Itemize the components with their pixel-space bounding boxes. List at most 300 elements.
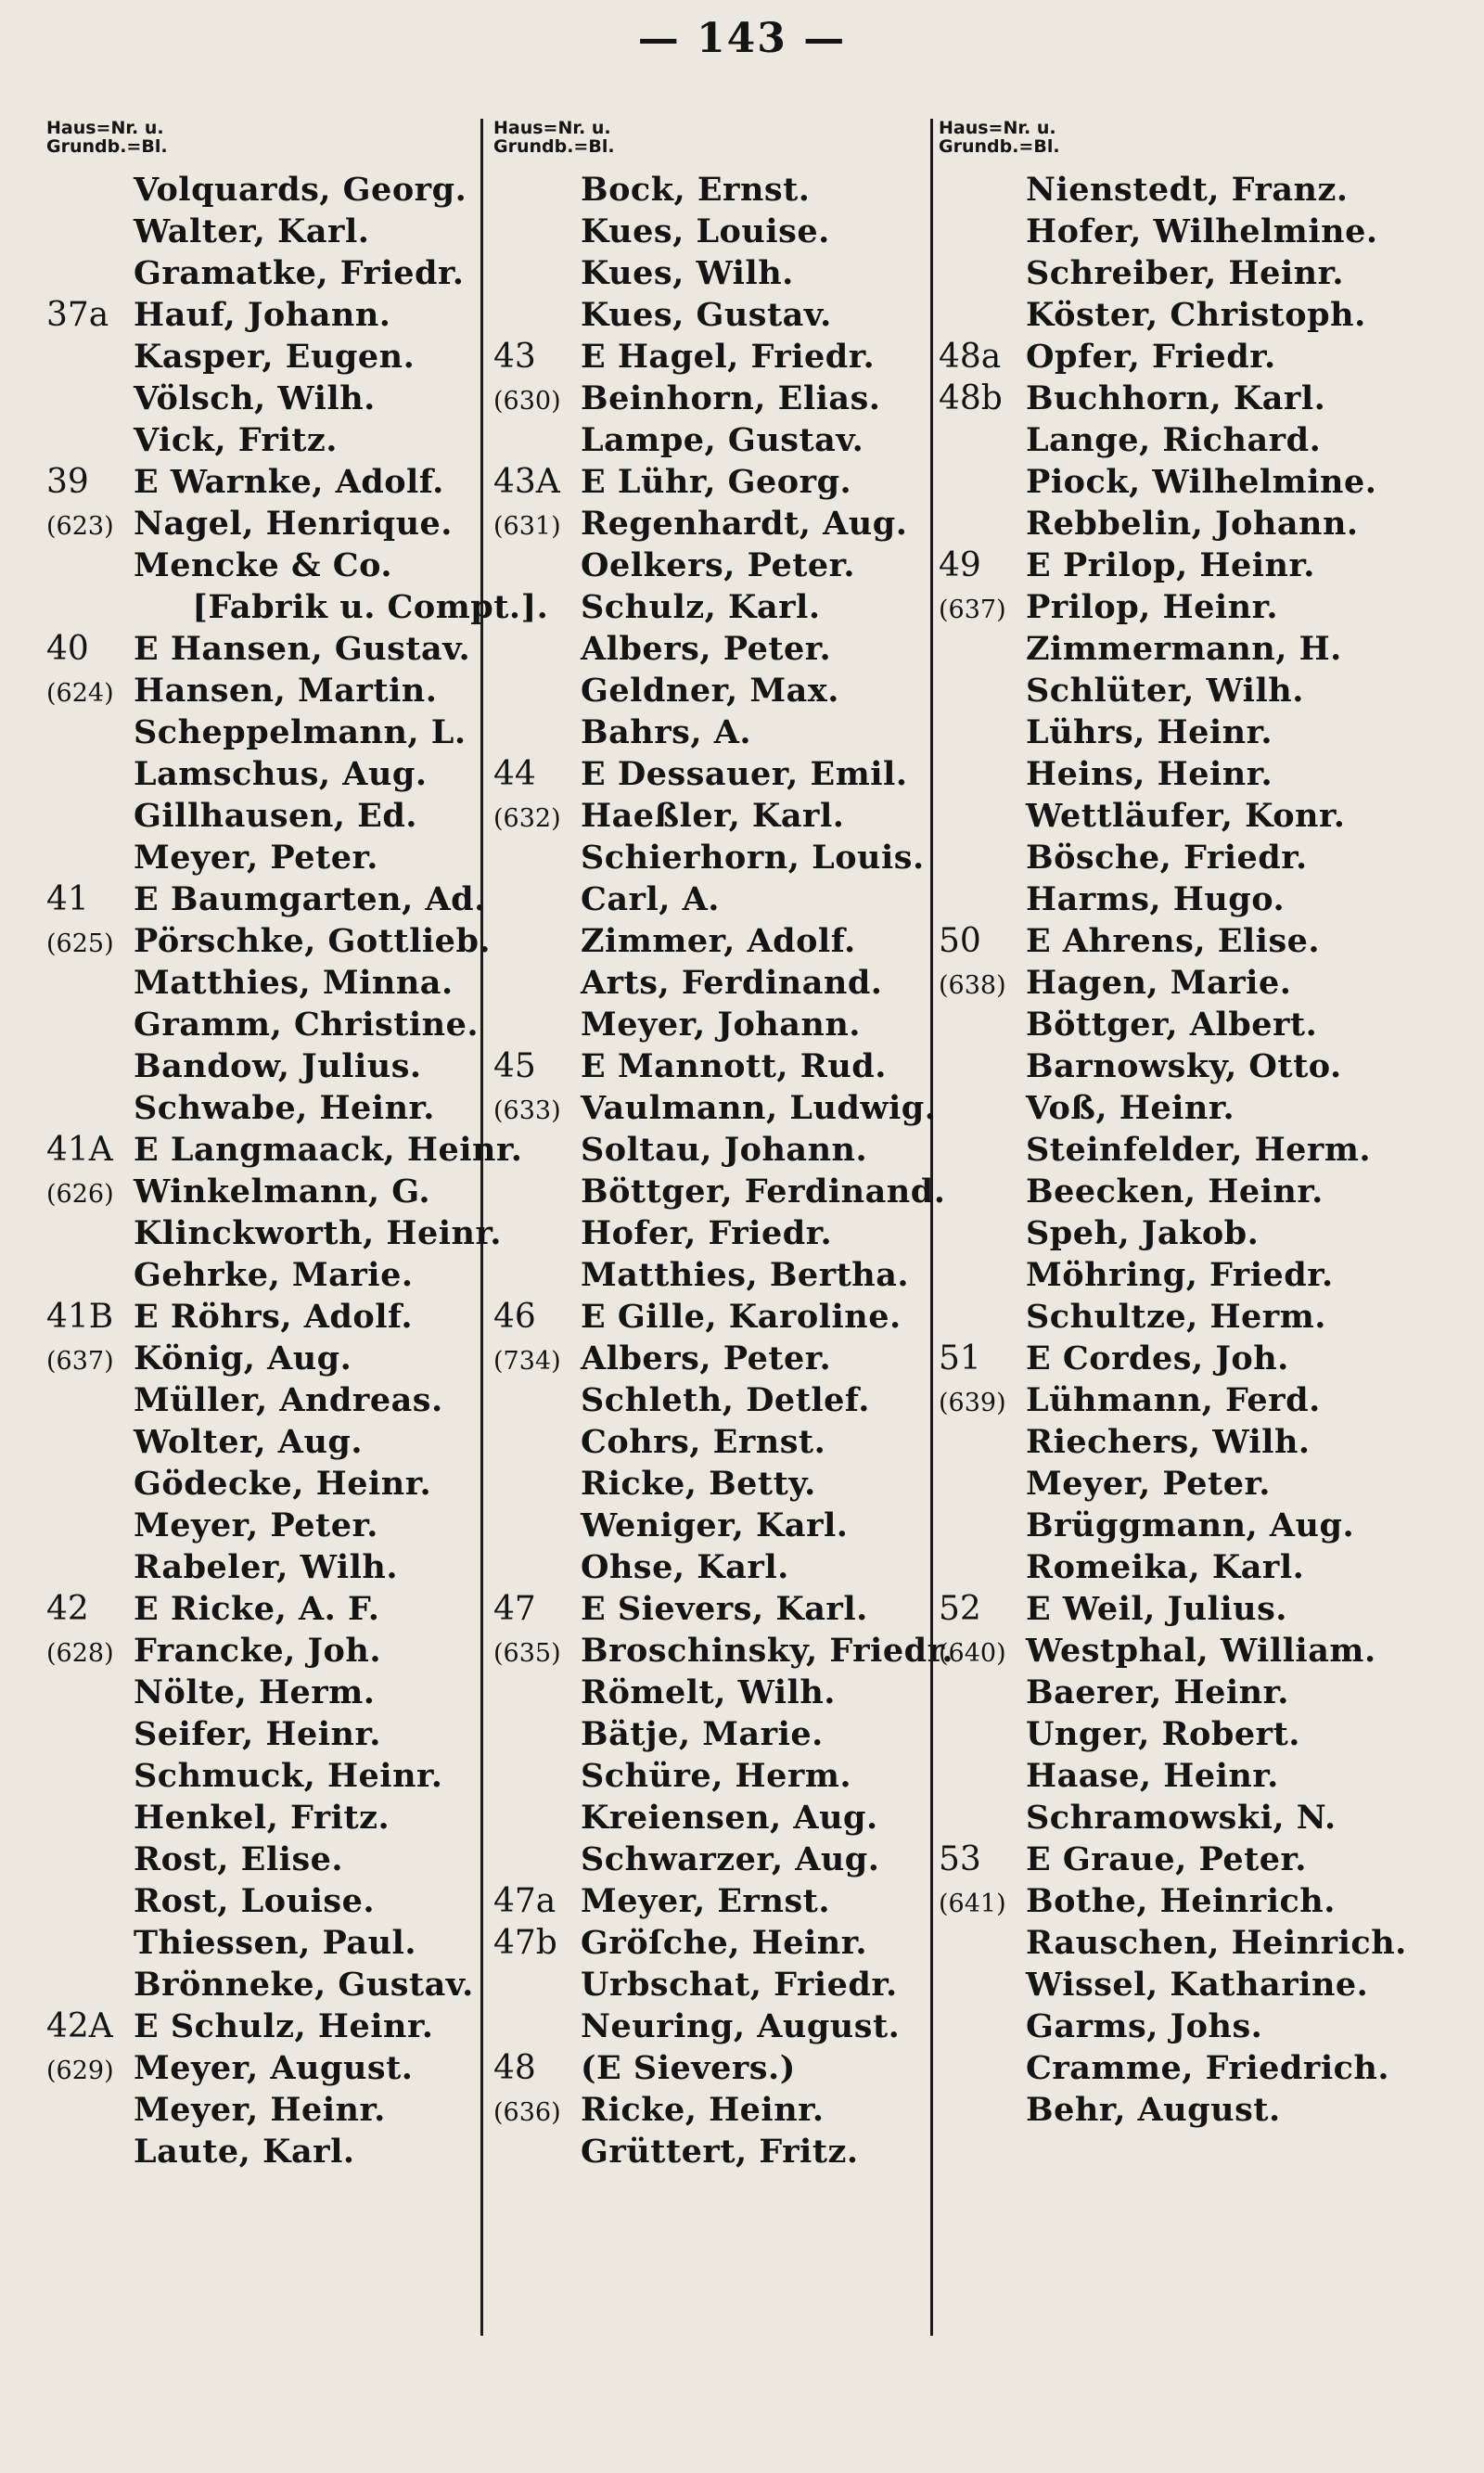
resident-name: Arts, Ferdinand.	[581, 964, 883, 1002]
resident-name: Gödecke, Heinr.	[134, 1465, 432, 1503]
directory-entry	[46, 419, 482, 461]
resident-name: E Gille, Karoline.	[581, 1298, 902, 1336]
resident-name: Gramm, Christine.	[134, 1006, 480, 1044]
resident-name: E Weil, Julius.	[1026, 1590, 1287, 1628]
directory-entry	[46, 2047, 482, 2089]
directory-entry	[493, 1338, 929, 1379]
resident-name: Broschinsky, Friedr.	[581, 1632, 954, 1670]
resident-name: Behr, August.	[1026, 2091, 1281, 2129]
resident-name: Kues, Gustav.	[581, 296, 832, 334]
resident-name: Schwarzer, Aug.	[581, 1840, 880, 1878]
resident-name: Winkelmann, G.	[134, 1172, 431, 1211]
directory-entry	[939, 2005, 1467, 2047]
directory-entry	[493, 586, 929, 628]
directory-entry	[46, 753, 482, 795]
house-number: 47b	[493, 1924, 557, 1962]
directory-entry	[46, 1672, 482, 1713]
resident-name: Gillhausen, Ed.	[134, 797, 417, 835]
resident-name: Carl, A.	[581, 880, 720, 918]
directory-entry	[46, 2131, 482, 2172]
directory-entry	[939, 1171, 1467, 1212]
directory-entry	[46, 294, 482, 336]
directory-entry	[493, 2047, 929, 2089]
resident-name: Hansen, Martin.	[134, 672, 438, 710]
directory-entry	[493, 1964, 929, 2005]
resident-name: Gröſche, Heinr.	[581, 1924, 868, 1962]
house-number: 42	[46, 1590, 89, 1628]
directory-entry	[493, 1254, 929, 1296]
directory-entry	[939, 1296, 1467, 1338]
directory-entry	[46, 1463, 482, 1505]
resident-name: Albers, Peter.	[581, 1339, 832, 1377]
directory-entry	[939, 1713, 1467, 1755]
directory-entry	[939, 252, 1467, 294]
resident-name: E Schulz, Heinr.	[134, 2007, 434, 2045]
resident-name: Kues, Louise.	[581, 212, 830, 250]
resident-name: Hofer, Friedr.	[581, 1214, 833, 1252]
directory-entry	[939, 419, 1467, 461]
resident-name: Völsch, Wilh.	[134, 379, 376, 417]
directory-entry	[939, 2089, 1467, 2131]
resident-name: E Graue, Peter.	[1026, 1840, 1307, 1878]
directory-entry	[46, 378, 482, 419]
house-number: 41	[46, 880, 89, 918]
resident-name: Zimmermann, H.	[1026, 630, 1342, 668]
house-number: 48a	[939, 338, 1002, 376]
directory-entry	[493, 252, 929, 294]
directory-entry	[939, 1588, 1467, 1630]
column-header-line: Haus=Nr. u.	[46, 118, 164, 138]
resident-name: Albers, Peter.	[581, 630, 832, 668]
directory-entry	[493, 503, 929, 545]
resident-name: Nienstedt, Franz.	[1026, 171, 1349, 209]
resident-name: Laute, Karl.	[134, 2133, 355, 2171]
resident-name: Kreiensen, Aug.	[581, 1799, 878, 1837]
column-header	[46, 119, 482, 169]
resident-name: Bock, Ernst.	[581, 171, 811, 209]
column-header-line: Haus=Nr. u.	[493, 118, 611, 138]
directory-entry	[939, 1505, 1467, 1546]
resident-name: E Hagel, Friedr.	[581, 338, 876, 376]
directory-entry	[939, 169, 1467, 211]
resident-name: Bahrs, A.	[581, 713, 752, 751]
house-number: 51	[939, 1339, 981, 1377]
house-number: (633)	[493, 1096, 561, 1125]
house-number: (631)	[493, 512, 561, 541]
directory-entry	[493, 1212, 929, 1254]
column-header-line: Grundb.=Bl.	[493, 136, 615, 157]
resident-name: Soltau, Johann.	[581, 1131, 868, 1169]
directory-entry	[939, 837, 1467, 878]
directory-entry	[46, 252, 482, 294]
resident-name: Opfer, Friedr.	[1026, 338, 1276, 376]
directory-entry	[493, 1129, 929, 1171]
resident-name: Kues, Wilh.	[581, 254, 794, 292]
house-number: 47a	[493, 1882, 556, 1920]
directory-entry	[46, 503, 482, 545]
resident-name: Vick, Fritz.	[134, 421, 338, 459]
resident-name: Prilop, Heinr.	[1026, 588, 1279, 626]
entry-list	[493, 169, 954, 2172]
directory-entry	[939, 2047, 1467, 2089]
resident-name: Schierhorn, Louis.	[581, 839, 925, 877]
directory-entry	[493, 336, 929, 378]
resident-name: Mencke & Co.	[134, 546, 393, 584]
house-number: 41A	[46, 1131, 113, 1169]
directory-entry	[46, 545, 482, 586]
resident-name: Urbschat, Friedr.	[581, 1966, 898, 2004]
house-number: 40	[46, 630, 89, 668]
house-number: 46	[493, 1298, 536, 1336]
resident-name: Nagel, Henrique.	[134, 505, 453, 543]
resident-name: Böttger, Ferdinand.	[581, 1172, 946, 1211]
directory-entry	[493, 1421, 929, 1463]
entry-list	[939, 169, 1467, 2131]
resident-name: Beecken, Heinr.	[1026, 1172, 1324, 1211]
resident-name: Haase, Heinr.	[1026, 1757, 1279, 1795]
directory-entry	[939, 1045, 1467, 1087]
resident-name: Steinfelder, Herm.	[1026, 1131, 1372, 1169]
directory-entry	[493, 920, 929, 962]
directory-entry	[46, 2005, 482, 2047]
directory-entry	[493, 1713, 929, 1755]
directory-entry	[939, 920, 1467, 962]
directory-entry	[493, 2131, 929, 2172]
resident-name: (E Sievers.)	[581, 2049, 796, 2087]
house-number: (626)	[46, 1180, 114, 1209]
directory-entry	[493, 1505, 929, 1546]
house-number: 39	[46, 463, 89, 501]
directory-entry	[46, 628, 482, 670]
house-number: (628)	[46, 1639, 114, 1668]
column-header	[493, 119, 929, 169]
directory-entry	[46, 1129, 523, 1171]
directory-entry	[939, 711, 1467, 753]
directory-entry	[939, 1630, 1467, 1672]
resident-name: Bothe, Heinrich.	[1026, 1882, 1336, 1920]
resident-name: Nölte, Herm.	[134, 1673, 376, 1711]
directory-entry	[493, 1546, 929, 1588]
directory-entry	[939, 795, 1467, 837]
resident-name: Beinhorn, Elias.	[581, 379, 881, 417]
house-number: (632)	[493, 804, 561, 833]
resident-name: Riechers, Wilh.	[1026, 1423, 1311, 1461]
directory-entry	[939, 1379, 1467, 1421]
directory-entry	[493, 711, 929, 753]
directory-entry	[46, 1964, 482, 2005]
resident-name: Meyer, Johann.	[581, 1006, 861, 1044]
directory-entry	[939, 294, 1467, 336]
directory-entry	[939, 378, 1467, 419]
resident-name: Wissel, Katharine.	[1026, 1966, 1369, 2004]
directory-entry	[46, 169, 482, 211]
resident-name: Schultze, Herm.	[1026, 1298, 1326, 1336]
resident-name: Römelt, Wilh.	[581, 1673, 836, 1711]
column-3	[939, 119, 1467, 2456]
directory-entry	[46, 1505, 482, 1546]
resident-name: Müller, Andreas.	[134, 1381, 443, 1419]
resident-name: Schmuck, Heinr.	[134, 1757, 443, 1795]
resident-name: Westphal, William.	[1026, 1632, 1376, 1670]
resident-name: Romeika, Karl.	[1026, 1548, 1305, 1586]
resident-name: Speh, Jakob.	[1026, 1214, 1260, 1252]
house-number: 53	[939, 1840, 981, 1878]
house-number: (639)	[939, 1389, 1006, 1417]
directory-entry	[46, 1588, 482, 1630]
resident-name: E Baumgarten, Ad.	[134, 880, 486, 918]
house-number: 43	[493, 338, 536, 376]
resident-name: Henkel, Fritz.	[134, 1799, 390, 1837]
directory-entry	[493, 628, 929, 670]
directory-entry	[493, 1171, 946, 1212]
directory-entry	[493, 837, 929, 878]
directory-entry	[493, 1880, 929, 1922]
house-number: 52	[939, 1590, 981, 1628]
resident-name: Scheppelmann, L.	[134, 713, 467, 751]
directory-entry	[46, 1630, 482, 1672]
directory-entry	[46, 837, 482, 878]
resident-name: Wettläufer, Konr.	[1026, 797, 1346, 835]
house-number: 48b	[939, 379, 1003, 417]
house-number: 45	[493, 1047, 536, 1085]
directory-entry	[46, 1379, 482, 1421]
page-number: — 143 —	[637, 15, 847, 62]
house-number: 48	[493, 2049, 536, 2087]
resident-name: Ohse, Karl.	[581, 1548, 789, 1586]
resident-name: Oelkers, Peter.	[581, 546, 856, 584]
house-number: (638)	[939, 971, 1006, 1000]
directory-entry	[493, 1588, 929, 1630]
resident-name: Barnowsky, Otto.	[1026, 1047, 1342, 1085]
resident-name: Lamschus, Aug.	[134, 755, 428, 793]
directory-entry	[46, 1713, 482, 1755]
resident-name: Cramme, Friedrich.	[1026, 2049, 1390, 2087]
house-number: 43A	[493, 463, 560, 501]
directory-entry	[493, 545, 929, 586]
directory-entry	[493, 211, 929, 252]
column-header-line: Haus=Nr. u.	[939, 118, 1056, 138]
resident-name: Gehrke, Marie.	[134, 1256, 414, 1294]
resident-name: Meyer, August.	[134, 2049, 414, 2087]
resident-name: E Lühr, Georg.	[581, 463, 852, 501]
directory-entry	[939, 586, 1467, 628]
directory-entry	[46, 1045, 482, 1087]
directory-entry	[46, 1171, 482, 1212]
directory-entry	[939, 1839, 1467, 1880]
directory-entry	[939, 753, 1467, 795]
resident-name: Wolter, Aug.	[134, 1423, 364, 1461]
directory-entry	[939, 670, 1467, 711]
resident-name: Haeßler, Karl.	[581, 797, 845, 835]
resident-name: Thiessen, Paul.	[134, 1924, 417, 1962]
directory-entry	[46, 1880, 482, 1922]
directory-entry	[46, 878, 486, 920]
directory-entry	[493, 1296, 929, 1338]
resident-name: Meyer, Peter.	[134, 1506, 378, 1544]
directory-entry	[493, 169, 929, 211]
resident-name: Gramatke, Friedr.	[134, 254, 465, 292]
house-number: (630)	[493, 387, 561, 416]
resident-name: E Prilop, Heinr.	[1026, 546, 1315, 584]
resident-name: Schulz, Karl.	[581, 588, 821, 626]
resident-name: Meyer, Ernst.	[581, 1882, 830, 1920]
resident-name: Rost, Elise.	[134, 1840, 344, 1878]
resident-name: E Warnke, Adolf.	[134, 463, 444, 501]
resident-name: Brönneke, Gustav.	[134, 1966, 474, 2004]
directory-entry	[46, 1755, 482, 1797]
directory-entry	[493, 1087, 937, 1129]
directory-entry	[939, 545, 1467, 586]
resident-name: Walter, Karl.	[134, 212, 370, 250]
resident-name: Harms, Hugo.	[1026, 880, 1286, 918]
resident-name: Klinckworth, Heinr.	[134, 1214, 502, 1252]
house-number: (635)	[493, 1639, 561, 1668]
resident-name: Matthies, Minna.	[134, 964, 454, 1002]
resident-name: Meyer, Peter.	[1026, 1465, 1271, 1503]
resident-name: Voß, Heinr.	[1026, 1089, 1235, 1127]
directory-entry	[46, 461, 482, 503]
resident-name: Garms, Johs.	[1026, 2007, 1263, 2045]
directory-entry	[493, 2005, 929, 2047]
resident-name: Lampe, Gustav.	[581, 421, 864, 459]
resident-name: Brüggmann, Aug.	[1026, 1506, 1355, 1544]
resident-name: Volquards, Georg.	[134, 171, 467, 209]
resident-name: Köster, Christoph.	[1026, 296, 1366, 334]
resident-name: Schwabe, Heinr.	[134, 1089, 435, 1127]
directory-entry	[493, 795, 929, 837]
resident-name: Rauschen, Heinrich.	[1026, 1924, 1407, 1962]
resident-name: Hagen, Marie.	[1026, 964, 1292, 1002]
directory-entry	[939, 1087, 1467, 1129]
resident-name: Ricke, Heinr.	[581, 2091, 825, 2129]
directory-entry	[46, 336, 482, 378]
resident-name: Hofer, Wilhelmine.	[1026, 212, 1378, 250]
directory-entry	[46, 920, 492, 962]
resident-name: E Langmaack, Heinr.	[134, 1131, 523, 1169]
resident-name: Francke, Joh.	[134, 1632, 382, 1670]
column-header-line: Grundb.=Bl.	[46, 136, 168, 157]
resident-name: Schüre, Herm.	[581, 1757, 852, 1795]
resident-name: Weniger, Karl.	[581, 1506, 849, 1544]
resident-name: Buchhorn, Karl.	[1026, 379, 1326, 417]
directory-entry	[46, 795, 482, 837]
house-number: 47	[493, 1590, 536, 1628]
directory-entry	[46, 1922, 482, 1964]
directory-entry	[493, 1045, 929, 1087]
directory-entry	[939, 962, 1467, 1004]
directory-entry	[939, 211, 1467, 252]
house-number: (625)	[46, 929, 114, 958]
directory-entry	[939, 1797, 1467, 1839]
directory-entry	[46, 586, 549, 628]
directory-entry	[939, 1922, 1467, 1964]
resident-name: Bandow, Julius.	[134, 1047, 422, 1085]
resident-name: Heins, Heinr.	[1026, 755, 1273, 793]
resident-name: Matthies, Bertha.	[581, 1256, 910, 1294]
column-divider-2	[930, 119, 933, 2336]
house-number: (637)	[46, 1347, 114, 1376]
resident-name: Unger, Robert.	[1026, 1715, 1300, 1753]
resident-name: E Hansen, Gustav.	[134, 630, 471, 668]
resident-name: E Sievers, Karl.	[581, 1590, 868, 1628]
directory-entry	[939, 1672, 1467, 1713]
house-number: (624)	[46, 679, 114, 708]
resident-name: E Cordes, Joh.	[1026, 1339, 1289, 1377]
house-number: (637)	[939, 596, 1006, 624]
resident-name: Grüttert, Fritz.	[581, 2133, 859, 2171]
column-header	[939, 119, 1467, 169]
resident-name: Geldner, Max.	[581, 672, 839, 710]
resident-name: Bätje, Marie.	[581, 1715, 824, 1753]
directory-entry	[46, 1087, 482, 1129]
house-number: (623)	[46, 512, 114, 541]
house-number: (629)	[46, 2057, 114, 2085]
directory-entry	[46, 1004, 482, 1045]
directory-entry	[493, 1922, 929, 1964]
resident-name: Seifer, Heinr.	[134, 1715, 381, 1753]
directory-entry	[46, 962, 482, 1004]
resident-name: Schlüter, Wilh.	[1026, 672, 1304, 710]
resident-name: Meyer, Peter.	[134, 839, 378, 877]
house-number: 41B	[46, 1298, 114, 1336]
directory-entry	[939, 1338, 1467, 1379]
resident-name: E Röhrs, Adolf.	[134, 1298, 414, 1336]
directory-entry	[493, 1672, 929, 1713]
resident-name: E Ricke, A. F.	[134, 1590, 380, 1628]
house-number: (640)	[939, 1639, 1006, 1668]
directory-entry	[939, 878, 1467, 920]
resident-name: Neuring, August.	[581, 2007, 901, 2045]
directory-entry	[46, 2089, 482, 2131]
resident-name: Zimmer, Adolf.	[581, 922, 856, 960]
resident-name: Cohrs, Ernst.	[581, 1423, 826, 1461]
resident-name: E Ahrens, Elise.	[1026, 922, 1321, 960]
directory-entry	[493, 1797, 929, 1839]
directory-entry	[493, 1379, 929, 1421]
resident-name: Böttger, Albert.	[1026, 1006, 1318, 1044]
resident-name: [Fabrik u. Compt.].	[134, 588, 549, 626]
resident-name: Regenhardt, Aug.	[581, 505, 908, 543]
directory-entry	[493, 962, 929, 1004]
resident-name: Pörschke, Gottlieb.	[134, 922, 492, 960]
directory-entry	[939, 1212, 1467, 1254]
resident-name: Rabeler, Wilh.	[134, 1548, 399, 1586]
resident-name: Lange, Richard.	[1026, 421, 1322, 459]
directory-entry	[493, 1839, 929, 1880]
resident-name: Rost, Louise.	[134, 1882, 376, 1920]
resident-name: Meyer, Heinr.	[134, 2091, 386, 2129]
resident-name: Schleth, Detlef.	[581, 1381, 870, 1419]
directory-entry	[493, 1755, 929, 1797]
directory-entry	[939, 1254, 1467, 1296]
house-number: 49	[939, 546, 981, 584]
directory-entry	[493, 670, 929, 711]
directory-entry	[939, 1880, 1467, 1922]
resident-name: Rebbelin, Johann.	[1026, 505, 1359, 543]
directory-entry	[46, 1839, 482, 1880]
directory-entry	[46, 1797, 482, 1839]
resident-name: Schramowski, N.	[1026, 1799, 1337, 1837]
directory-entry	[939, 1421, 1467, 1463]
resident-name: E Mannott, Rud.	[581, 1047, 887, 1085]
directory-entry	[46, 711, 482, 753]
directory-entry	[493, 878, 929, 920]
resident-name: Piock, Wilhelmine.	[1026, 463, 1377, 501]
directory-entry	[939, 628, 1467, 670]
directory-entry	[493, 1004, 929, 1045]
house-number: 50	[939, 922, 981, 960]
resident-name: Baerer, Heinr.	[1026, 1673, 1289, 1711]
